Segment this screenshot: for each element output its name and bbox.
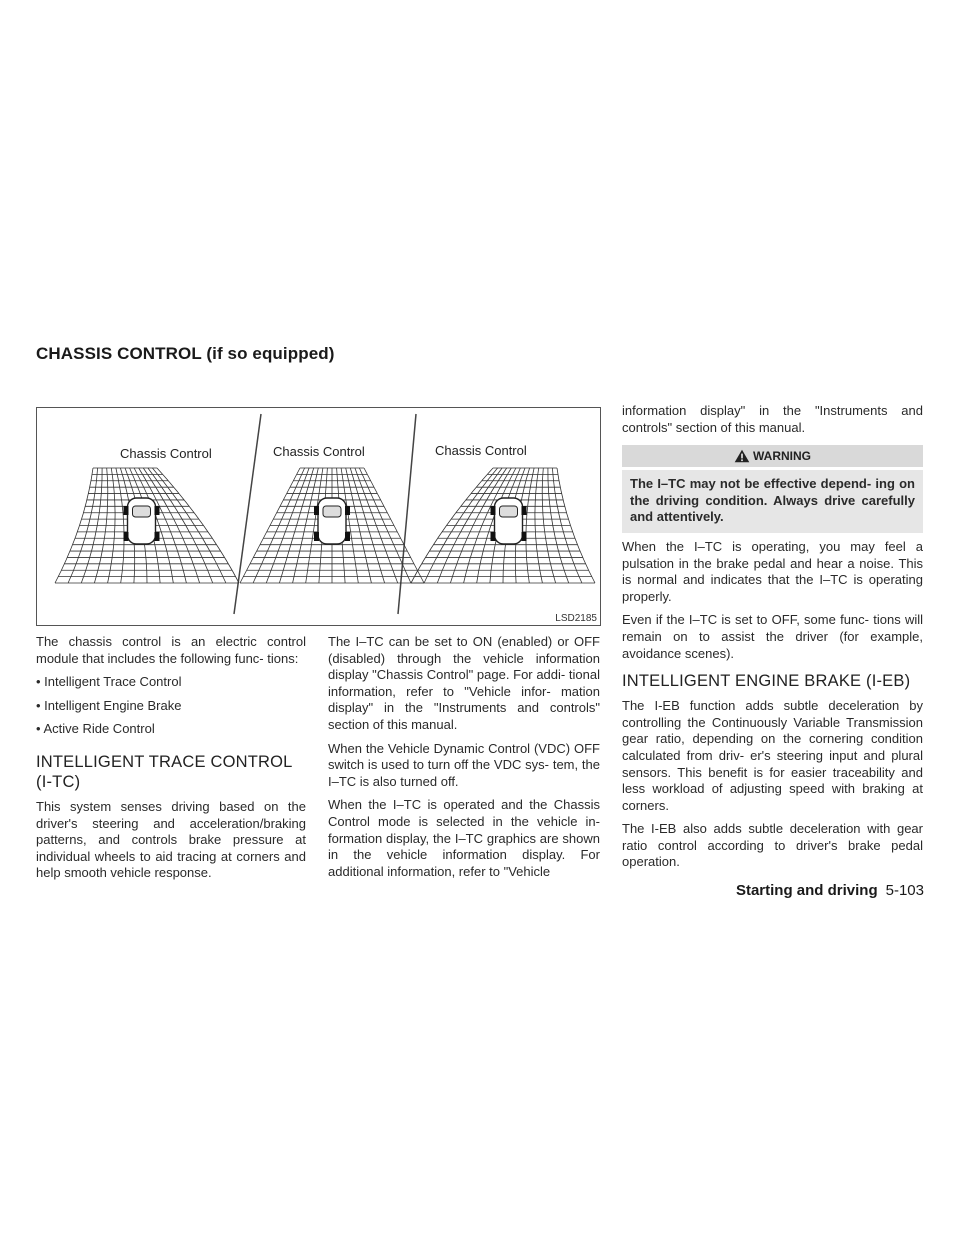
warning-text: The I–TC may not be effective depend- ing on the driving condition. Always drive carefully and attentively.: [622, 470, 923, 533]
intro-paragraph: The chassis control is an electric control module that includes the following func- tions:: [36, 634, 306, 666]
column-2: [328, 634, 600, 887]
warning-icon: [734, 449, 750, 463]
panel-divider: [398, 414, 416, 614]
ieb-paragraph-2: The I-EB also adds subtle deceleration with gear ratio control according to driver's brake pedal operation.: [622, 821, 923, 870]
itc-heading-line1: INTELLIGENT TRACE CONTROL: [36, 752, 293, 771]
warning-label: WARNING: [753, 448, 811, 463]
list-item: • Intelligent Engine Brake: [36, 697, 182, 713]
car-wheel: [522, 532, 527, 541]
car-window: [133, 506, 151, 517]
itc-settings-paragraph: The I–TC can be set to ON (enabled) or OFF (disabled) through the vehicle information display "Chassis Control" page. For addi- tional information, refer to "Vehicle infor- mation display" in the "Instruments and controls" section of this manual.: [328, 634, 600, 732]
car-wheel: [124, 532, 129, 541]
car-body: [128, 498, 156, 544]
car-body: [495, 498, 523, 544]
car-window: [323, 506, 341, 517]
page-footer: [736, 882, 924, 899]
car-wheel: [155, 532, 160, 541]
car-body: [318, 498, 346, 544]
car-wheel: [491, 532, 496, 541]
itc-paragraph: This system senses driving based on the driver's steering and acceleration/braking patterns, and controls brake pressure at individual wheels to aid tracing at corners and help smooth vehicle response.: [36, 798, 306, 881]
ieb-paragraph: The I-EB function adds subtle deceleration by controlling the Continuously Variable Transmission gear ratio, depending on the cornering condition calculated from driv- er's steering input and plural sensors. This benefit is for easier traceability and less workload of adjusting speed with braking at corners.: [622, 698, 923, 813]
graphics-paragraph: When the I–TC is operated and the Chassis Control mode is selected in the vehicle in- formation display, the I–TC graphics are shown in the vehicle information display. For additional information, refer to "Vehicle: [328, 797, 600, 879]
off-paragraph: Even if the I–TC is set to OFF, some func- tions will remain on to assist the driver (for example, avoidance scenes).: [622, 612, 923, 661]
vdc-paragraph: When the Vehicle Dynamic Control (VDC) OFF switch is used to turn off the VDC sys- tem, the I–TC is also turned off.: [328, 740, 600, 789]
section-title: CHASSIS CONTROL (if so equipped): [36, 344, 335, 363]
car-wheel: [155, 506, 160, 515]
figure-code: LSD2185: [555, 613, 597, 624]
list-item: • Intelligent Trace Control: [36, 674, 182, 690]
car-wheel: [522, 506, 527, 515]
panel-divider: [234, 414, 261, 614]
panel-label: Chassis Control: [120, 446, 212, 461]
warning-header: [622, 445, 923, 467]
continued-paragraph: information display" in the "Instruments and controls" section of this manual.: [622, 403, 923, 435]
chassis-control-illustration: [37, 408, 601, 626]
ieb-heading: INTELLIGENT ENGINE BRAKE (I-EB): [622, 672, 911, 691]
chapter-title: Starting and driving: [735, 882, 878, 899]
panel-label: Chassis Control: [273, 444, 365, 459]
column-3: [622, 403, 923, 878]
list-item: • Active Ride Control: [36, 721, 155, 737]
car-wheel: [314, 506, 319, 515]
chassis-control-figure: [36, 407, 601, 626]
car-window: [500, 506, 518, 517]
itc-heading: [36, 752, 306, 792]
car-wheel: [314, 532, 319, 541]
pulsation-paragraph: When the I–TC is operating, you may feel a pulsation in the brake pedal and hear a noise. This is normal and indicates that the I–TC is operating properly.: [622, 538, 923, 604]
car-wheel: [491, 506, 496, 515]
car-wheel: [345, 532, 350, 541]
car-wheel: [124, 506, 129, 515]
itc-heading-line2: (I-TC): [36, 772, 81, 791]
column-1: [36, 634, 306, 889]
page-number: 5-103: [885, 882, 924, 899]
car-wheel: [345, 506, 350, 515]
panel-label: Chassis Control: [435, 443, 527, 458]
